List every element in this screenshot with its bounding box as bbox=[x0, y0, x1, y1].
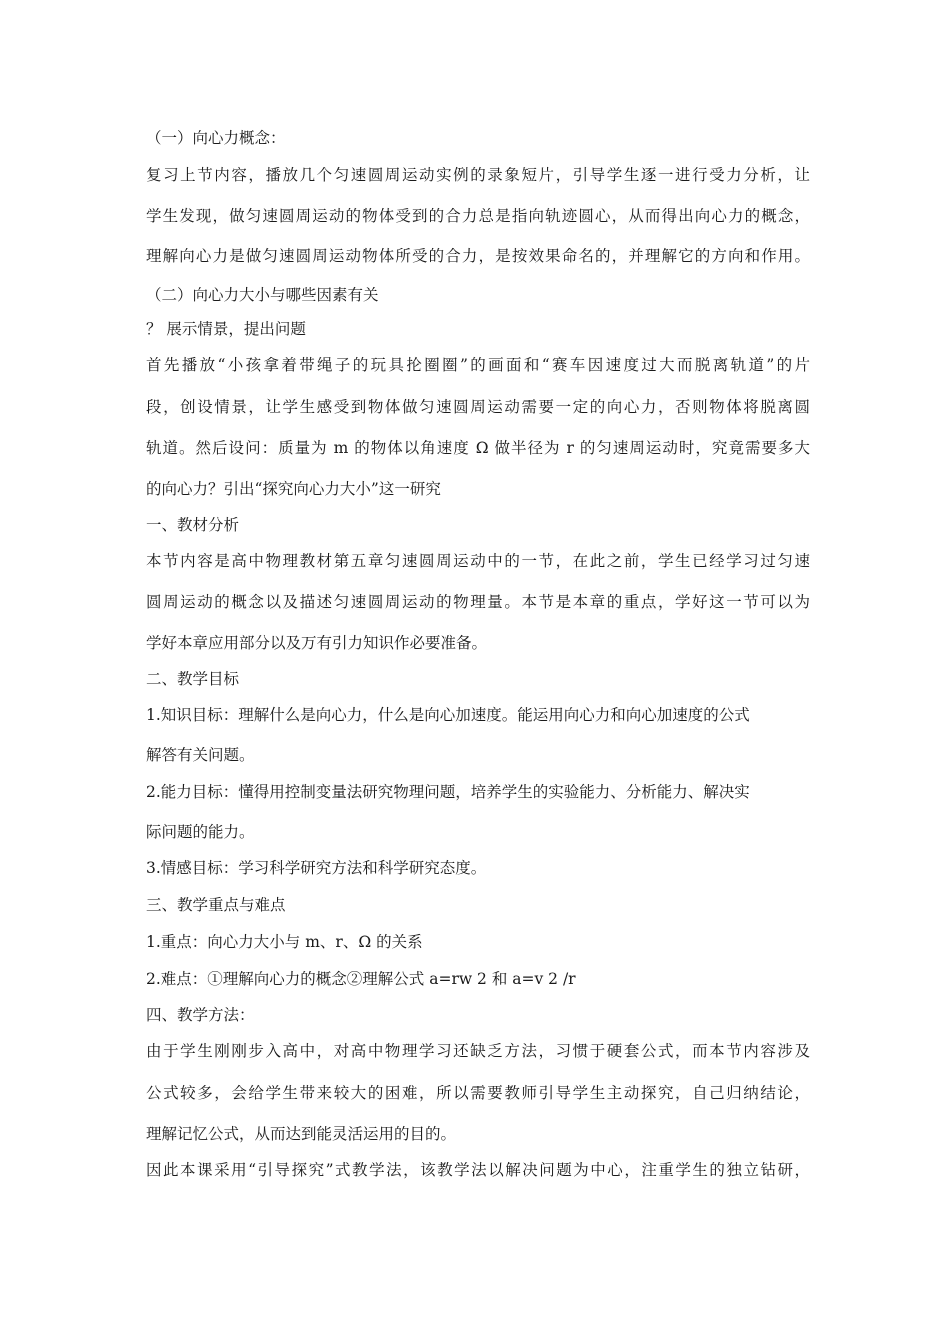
list-item-continuation: 解答有关问题。 bbox=[146, 746, 255, 764]
list-item: 1.知识目标：理解什么是向心力，什么是向心加速度。能运用向心力和向心加速度的公式 bbox=[146, 706, 750, 724]
paragraph-line: 学生发现，做匀速圆周运动的物体受到的合力总是指向轨迹圆心，从而得出向心力的概念， bbox=[146, 207, 810, 225]
paragraph-line: 的向心力？引出“探究向心力大小”这一研究 bbox=[146, 480, 441, 498]
section-heading-teaching-method: 四、教学方法： bbox=[146, 1006, 255, 1024]
paragraph-line: 复习上节内容，播放几个匀速圆周运动实例的录象短片，引导学生逐一进行受力分析，让 bbox=[146, 166, 810, 184]
paragraph-line: 由于学生刚刚步入高中，对高中物理学习还缺乏方法，习惯于硬套公式，而本节内容涉及 bbox=[146, 1042, 810, 1060]
paragraph-line: 首先播放“小孩拿着带绳子的玩具抡圈圈”的画面和“赛车因速度过大而脱离轨道”的片 bbox=[146, 356, 810, 374]
paragraph-line: 因此本课采用“引导探究”式教学法，该教学法以解决问题为中心，注重学生的独立钻研， bbox=[146, 1161, 810, 1179]
list-item: 2.能力目标：懂得用控制变量法研究物理问题，培养学生的实验能力、分析能力、解决实 bbox=[146, 783, 750, 801]
list-item: ？ 展示情景，提出问题 bbox=[146, 320, 306, 338]
list-item: 3.情感目标：学习科学研究方法和科学研究态度。 bbox=[146, 859, 487, 877]
paragraph-line: 理解向心力是做匀速圆周运动物体所受的合力，是按效果命名的，并理解它的方向和作用。 bbox=[146, 247, 810, 265]
list-item-continuation: 际问题的能力。 bbox=[146, 823, 255, 841]
paragraph-line: 公式较多，会给学生带来较大的困难，所以需要教师引导学生主动探究，自己归纳结论， bbox=[146, 1084, 810, 1102]
section-heading-material-analysis: 一、教材分析 bbox=[146, 516, 240, 534]
section-heading-concept: （一）向心力概念： bbox=[146, 129, 286, 147]
paragraph-line: 理解记忆公式，从而达到能灵活运用的目的。 bbox=[146, 1125, 457, 1143]
list-item: 1.重点：向心力大小与 m、r、Ω 的关系 bbox=[146, 933, 423, 951]
section-heading-key-points: 三、教学重点与难点 bbox=[146, 896, 286, 914]
paragraph-line: 学好本章应用部分以及万有引力知识作必要准备。 bbox=[146, 634, 488, 652]
paragraph-line: 本节内容是高中物理教材第五章匀速圆周运动中的一节，在此之前，学生已经学习过匀速 bbox=[146, 552, 810, 570]
paragraph-line: 轨道。然后设问：质量为 m 的物体以角速度 Ω 做半径为 r 的匀速周运动时，究竟需要多大 bbox=[146, 439, 810, 457]
list-item: 2.难点：①理解向心力的概念②理解公式 a=rw 2 和 a=v 2 /r bbox=[146, 970, 576, 988]
paragraph-line: 圆周运动的概念以及描述匀速圆周运动的物理量。本节是本章的重点，学好这一节可以为 bbox=[146, 593, 810, 611]
section-heading-teaching-goals: 二、教学目标 bbox=[146, 670, 240, 688]
section-heading-factors: （二）向心力大小与哪些因素有关 bbox=[146, 286, 379, 304]
paragraph-line: 段，创设情景，让学生感受到物体做匀速圆周运动需要一定的向心力，否则物体将脱离圆 bbox=[146, 398, 810, 416]
